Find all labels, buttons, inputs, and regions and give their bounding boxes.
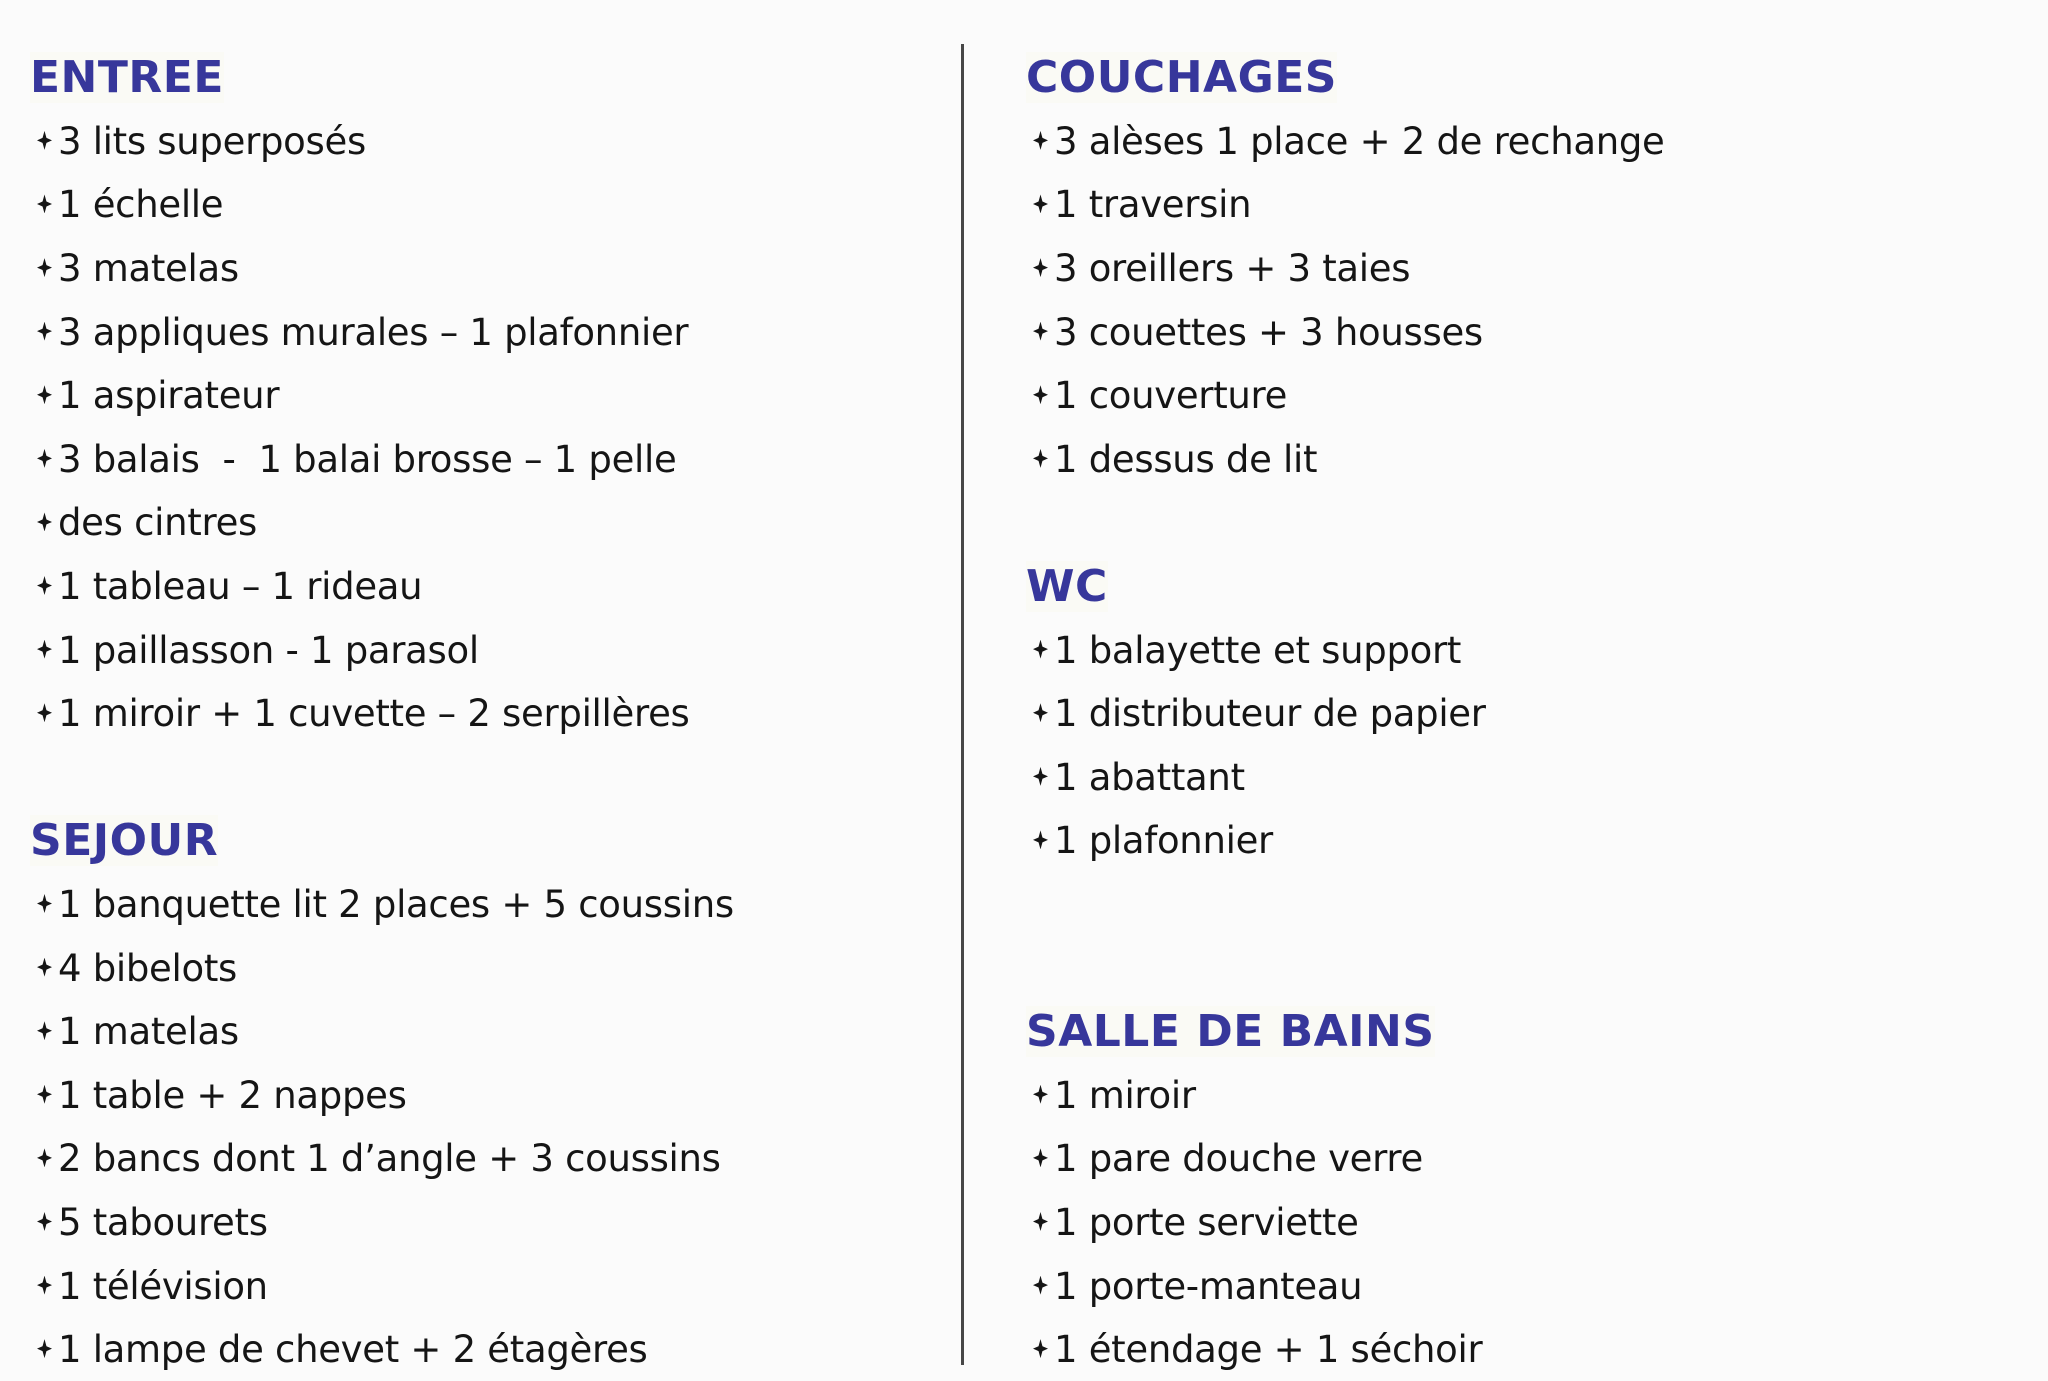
diamond-bullet-icon bbox=[1033, 449, 1048, 468]
list-item bbox=[1026, 300, 2041, 364]
list-item-text: 1 couverture bbox=[1054, 374, 1288, 418]
blank-row bbox=[1026, 936, 2041, 1000]
list-item bbox=[30, 1254, 955, 1318]
list-item bbox=[30, 1191, 955, 1255]
diamond-bullet-icon bbox=[37, 576, 52, 595]
list-item bbox=[30, 300, 955, 364]
list-item bbox=[30, 1064, 955, 1128]
list-item bbox=[30, 173, 955, 237]
list-item-text: 1 tableau – 1 rideau bbox=[58, 565, 423, 609]
list-item bbox=[1026, 364, 2041, 428]
diamond-bullet-icon bbox=[37, 1339, 52, 1358]
list-item bbox=[30, 873, 955, 937]
list-item-text: 1 miroir bbox=[1054, 1073, 1196, 1117]
list-item-text: 5 tabourets bbox=[58, 1200, 268, 1244]
list-item-text: 1 miroir + 1 cuvette – 2 serpillères bbox=[58, 692, 690, 736]
diamond-bullet-icon bbox=[1033, 830, 1048, 849]
list-item bbox=[30, 1318, 955, 1381]
list-item bbox=[1026, 618, 2041, 682]
diamond-bullet-icon bbox=[1033, 322, 1048, 341]
section-title: SALLE DE BAINS bbox=[1026, 1006, 1435, 1058]
list-item bbox=[30, 1127, 955, 1191]
diamond-bullet-icon bbox=[1033, 131, 1048, 150]
list-item-text: 2 bancs dont 1 d’angle + 3 coussins bbox=[58, 1137, 721, 1181]
list-item-text: 3 matelas bbox=[58, 247, 239, 291]
section-title-row bbox=[1026, 555, 2041, 619]
diamond-bullet-icon bbox=[1033, 1339, 1048, 1358]
diamond-bullet-icon bbox=[1033, 703, 1048, 722]
diamond-bullet-icon bbox=[37, 322, 52, 341]
list-item-text: 1 lampe de chevet + 2 étagères bbox=[58, 1328, 648, 1372]
list-item bbox=[30, 364, 955, 428]
blank-row bbox=[1026, 491, 2041, 555]
list-item bbox=[30, 555, 955, 619]
list-item-text: 3 oreillers + 3 taies bbox=[1054, 247, 1411, 291]
list-item bbox=[1026, 237, 2041, 301]
diamond-bullet-icon bbox=[37, 1276, 52, 1295]
diamond-bullet-icon bbox=[37, 131, 52, 150]
diamond-bullet-icon bbox=[37, 958, 52, 977]
list-item bbox=[1026, 1191, 2041, 1255]
section-title-row bbox=[30, 46, 955, 110]
section-title-row bbox=[1026, 1000, 2041, 1064]
diamond-bullet-icon bbox=[37, 894, 52, 913]
list-item bbox=[30, 491, 955, 555]
right-column bbox=[1026, 46, 2041, 1381]
diamond-bullet-icon bbox=[37, 703, 52, 722]
diamond-bullet-icon bbox=[37, 1148, 52, 1167]
list-item-text: 1 distributeur de papier bbox=[1054, 692, 1486, 736]
section-title: ENTREE bbox=[30, 52, 224, 104]
list-item-text: 1 étendage + 1 séchoir bbox=[1054, 1328, 1483, 1372]
diamond-bullet-icon bbox=[37, 449, 52, 468]
diamond-bullet-icon bbox=[37, 1085, 52, 1104]
section-title-row bbox=[1026, 46, 2041, 110]
list-item bbox=[1026, 746, 2041, 810]
section-title-row bbox=[30, 809, 955, 873]
list-item-text: 4 bibelots bbox=[58, 946, 238, 990]
diamond-bullet-icon bbox=[1033, 767, 1048, 786]
list-item bbox=[1026, 428, 2041, 492]
list-item bbox=[30, 618, 955, 682]
diamond-bullet-icon bbox=[1033, 1148, 1048, 1167]
diamond-bullet-icon bbox=[37, 640, 52, 659]
list-item-text: 1 télévision bbox=[58, 1264, 268, 1308]
diamond-bullet-icon bbox=[1033, 1276, 1048, 1295]
diamond-bullet-icon bbox=[1033, 385, 1048, 404]
list-item-text: 1 plafonnier bbox=[1054, 819, 1273, 863]
list-item-text: 3 balais - 1 balai brosse – 1 pelle bbox=[58, 437, 677, 481]
diamond-bullet-icon bbox=[37, 512, 52, 531]
diamond-bullet-icon bbox=[37, 258, 52, 277]
list-item-text: 3 appliques murales – 1 plafonnier bbox=[58, 310, 689, 354]
list-item-text: 1 abattant bbox=[1054, 755, 1245, 799]
list-item bbox=[1026, 1318, 2041, 1381]
diamond-bullet-icon bbox=[1033, 1085, 1048, 1104]
list-item bbox=[1026, 682, 2041, 746]
diamond-bullet-icon bbox=[37, 194, 52, 213]
section-title: WC bbox=[1026, 561, 1108, 613]
column-divider-line bbox=[961, 44, 964, 1365]
section-title: SEJOUR bbox=[30, 815, 219, 867]
list-item bbox=[30, 1000, 955, 1064]
left-column bbox=[30, 46, 955, 1381]
list-item-text: 1 matelas bbox=[58, 1010, 239, 1054]
list-item-text: 1 balayette et support bbox=[1054, 628, 1462, 672]
list-item-text: 1 échelle bbox=[58, 183, 224, 227]
diamond-bullet-icon bbox=[37, 1212, 52, 1231]
diamond-bullet-icon bbox=[1033, 1212, 1048, 1231]
list-item bbox=[1026, 173, 2041, 237]
list-item bbox=[1026, 809, 2041, 873]
blank-row bbox=[30, 746, 955, 810]
list-item-text: 1 table + 2 nappes bbox=[58, 1073, 407, 1117]
list-item-text: 1 pare douche verre bbox=[1054, 1137, 1423, 1181]
list-item-text: 3 lits superposés bbox=[58, 119, 366, 163]
diamond-bullet-icon bbox=[37, 1021, 52, 1040]
list-item-text: 1 traversin bbox=[1054, 183, 1252, 227]
list-item-text: 1 porte-manteau bbox=[1054, 1264, 1363, 1308]
diamond-bullet-icon bbox=[37, 385, 52, 404]
section-title: COUCHAGES bbox=[1026, 52, 1337, 104]
list-item-text: 3 couettes + 3 housses bbox=[1054, 310, 1483, 354]
diamond-bullet-icon bbox=[1033, 258, 1048, 277]
list-item bbox=[1026, 1127, 2041, 1191]
diamond-bullet-icon bbox=[1033, 194, 1048, 213]
list-item bbox=[30, 428, 955, 492]
list-item-text: des cintres bbox=[58, 501, 258, 545]
list-item-text: 3 alèses 1 place + 2 de rechange bbox=[1054, 119, 1665, 163]
list-item-text: 1 banquette lit 2 places + 5 coussins bbox=[58, 883, 734, 927]
list-item bbox=[30, 110, 955, 174]
list-item bbox=[1026, 110, 2041, 174]
list-item-text: 1 porte serviette bbox=[1054, 1200, 1359, 1244]
diamond-bullet-icon bbox=[1033, 640, 1048, 659]
list-item bbox=[30, 237, 955, 301]
blank-row bbox=[1026, 873, 2041, 937]
list-item bbox=[30, 682, 955, 746]
list-item bbox=[30, 936, 955, 1000]
list-item bbox=[1026, 1064, 2041, 1128]
list-item-text: 1 dessus de lit bbox=[1054, 437, 1318, 481]
list-item bbox=[1026, 1254, 2041, 1318]
list-item-text: 1 paillasson - 1 parasol bbox=[58, 628, 479, 672]
list-item-text: 1 aspirateur bbox=[58, 374, 280, 418]
